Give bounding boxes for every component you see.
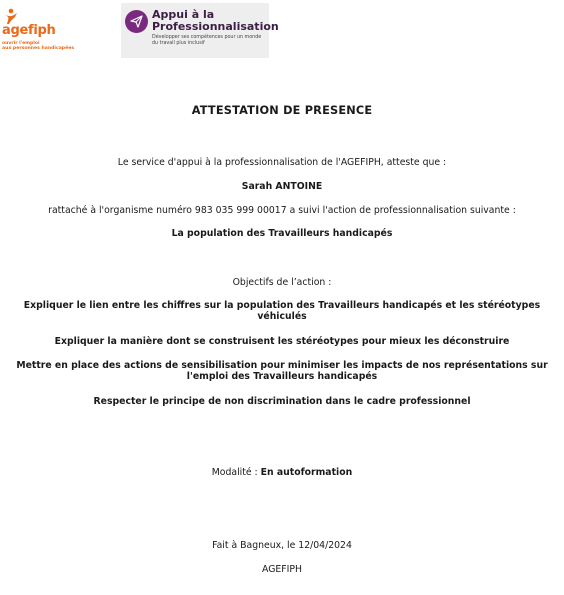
objective-3: Mettre en place des actions de sensibilisation pour minimiser les impacts de nos représentations sur l'emploi des Travailleurs handicapés	[16, 360, 548, 382]
appui-subtitle: Développer ses compétences pour un monde du travail plus inclusif	[152, 35, 262, 46]
appui-title-line-2: Professionnalisation	[152, 20, 279, 33]
document-title: ATTESTATION DE PRESENCE	[191, 104, 373, 117]
place-date: Fait à Bagneux, le 12/04/2024	[212, 540, 352, 551]
signature: AGEFIPH	[262, 564, 302, 575]
modality	[0, 467, 564, 478]
agefiph-logo	[0, 6, 75, 54]
appui-badge	[125, 10, 148, 33]
objective-1: Expliquer le lien entre les chiffres sur la population des Travailleurs handicapés et les stéréotypes véhiculés	[23, 300, 541, 322]
person-name: Sarah ANTOINE	[241, 181, 323, 192]
appui-professionnalisation-logo	[121, 3, 279, 58]
objectives-label: Objectifs de l’action :	[232, 277, 332, 288]
agefiph-wordmark: agefiph	[2, 23, 56, 38]
paper-plane-icon	[130, 15, 143, 28]
objective-2: Expliquer la manière dont se construisent les stéréotypes pour mieux les déconstruire	[54, 336, 510, 347]
modality-value: En autoformation	[260, 467, 353, 478]
appui-title-line-1: Appui à la	[152, 8, 215, 21]
objective-4: Respecter le principe de non discrimination dans le cadre professionnel	[93, 396, 471, 407]
action-title: La population des Travailleurs handicapés	[171, 228, 393, 239]
modality-label: Modalité :	[211, 467, 258, 478]
agefiph-tagline: ouvrir l'emploi aux personnes handicapées	[2, 41, 75, 51]
intro-text: Le service d'appui à la professionnalisation de l'AGEFIPH, atteste que :	[117, 157, 447, 168]
organisation-attachment: rattaché à l'organisme numéro 983 035 999 00017 a suivi l'action de professionnalisation suivante :	[48, 205, 516, 216]
